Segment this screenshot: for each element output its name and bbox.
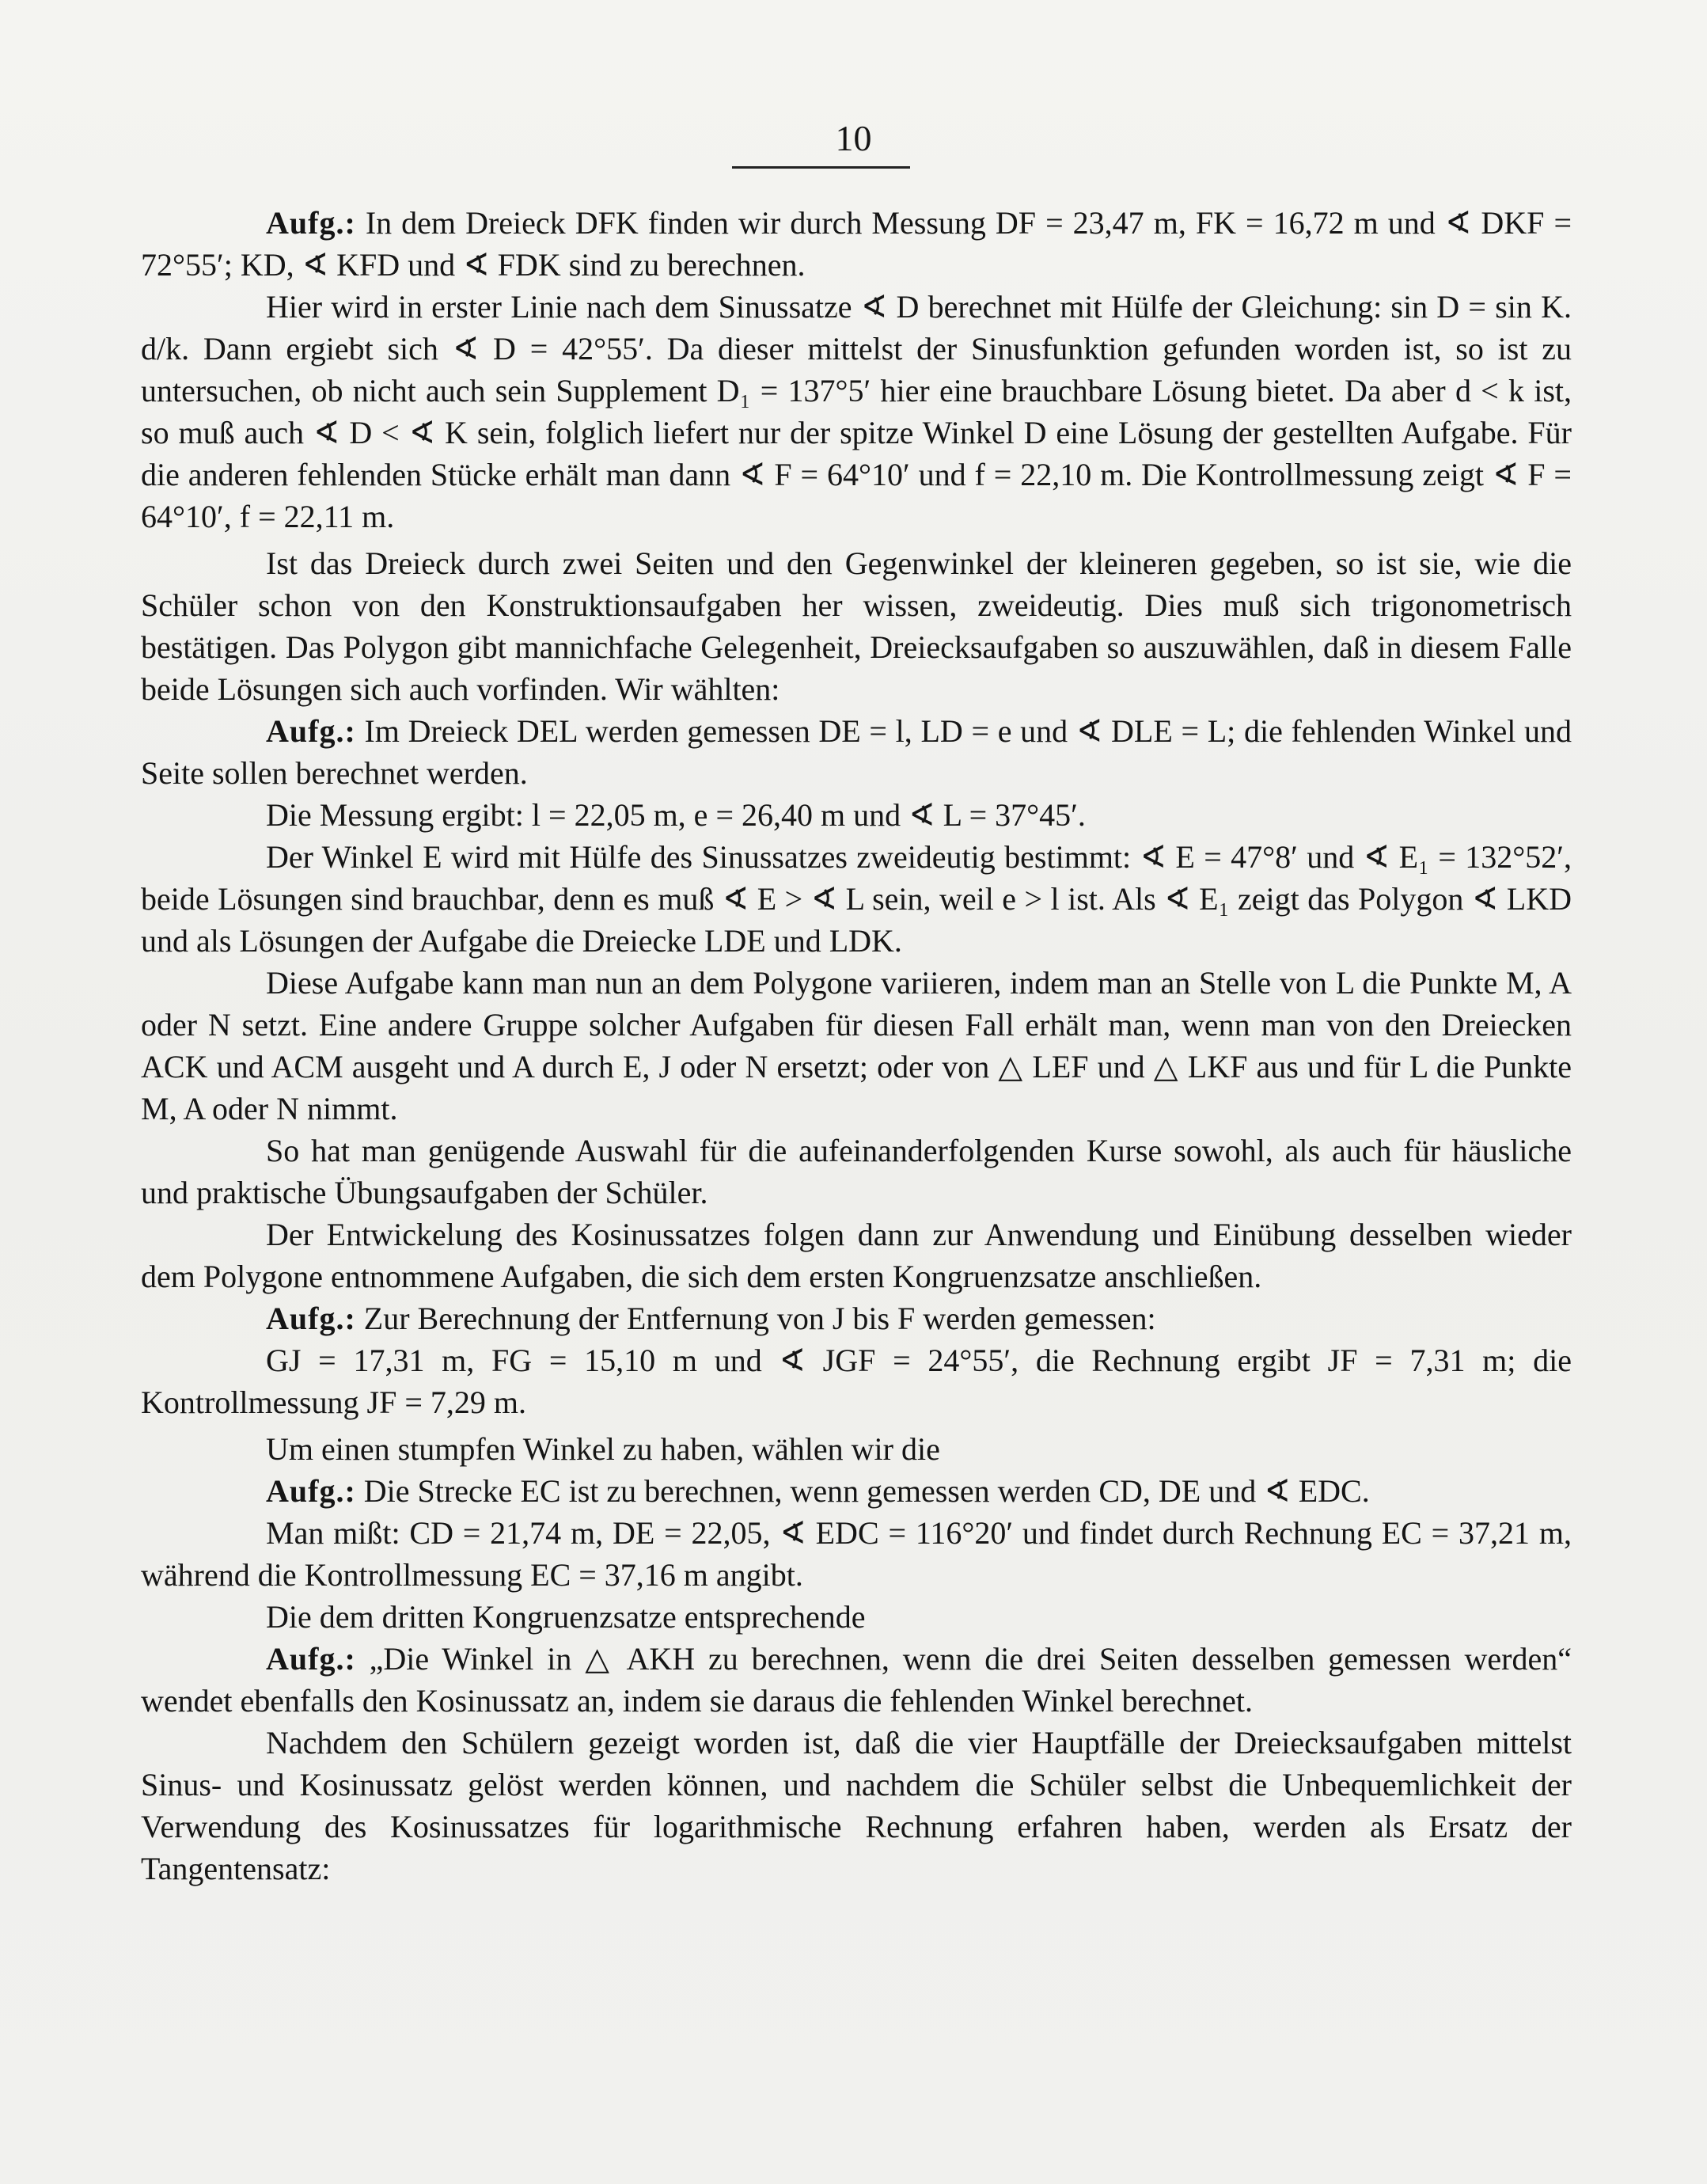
paragraph-text: Die Messung ergibt: l = 22,05 m, e = 26,40 m und ∢ L = 37°45′. [266,797,1086,833]
paragraph [141,1297,1572,1339]
paragraph-text: Nachdem den Schülern gezeigt worden ist, daß die vier Hauptfälle der Dreiecksaufgaben mittelst Sinus- und Kosinussatz gelöst werden können, und nachdem die Schüler selbst die Unbequemlichkeit der Verwendung des Kosinussatzes für logarithmische Rechnung erfahren haben, werden als Ersatz der Tangentensatz: [141,1725,1572,1886]
paragraph-text: Hier wird in erster Linie nach dem Sinussatze ∢ D berechnet mit Hülfe der Gleichung: sin D = sin K. d/k. Dann ergiebt sich ∢ D = 42°55′. Da dieser mittelst der Sinusfunktion gefunden worden ist, so ist zu untersuchen, ob nicht auch sein Supplement D₁ = 137°5′ hier eine brauchbare Lösung bietet. Da aber d < k ist, so muß auch ∢ D < ∢ K sein, folglich liefert nur der spitze Winkel D eine Lösung der gestellten Aufgabe. Für die anderen fehlenden Stücke erhält man dann ∢ F = 64°10′ und f = 22,10 m. Die Kontrollmessung zeigt ∢ F = 64°10′, f = 22,11 m. [141,289,1572,534]
task-label: Aufg.: [266,1641,356,1677]
paragraph [141,202,1572,286]
paragraph-text: Die dem dritten Kongruenzsatze entsprechende [266,1599,866,1635]
paragraph-text: Diese Aufgabe kann man nun an dem Polygone variieren, indem man an Stelle von L die Punkte M, A oder N setzt. Eine andere Gruppe solcher Aufgaben für diesen Fall erhält man, wenn man von den Dreiecken ACK und ACM ausgeht und A durch E, J oder N ersetzt; oder von △ LEF und △ LKF aus und für L die Punkte M, A oder N nimmt. [141,965,1572,1126]
paragraph-text: Die Strecke EC ist zu berechnen, wenn gemessen werden CD, DE und ∢ EDC. [355,1473,1370,1509]
paragraph-text: In dem Dreieck DFK finden wir durch Messung DF = 23,47 m, FK = 16,72 m und ∢ DKF = 72°55′; KD, ∢ KFD und ∢ FDK sind zu berechnen. [141,205,1572,283]
paragraph-text: Zur Berechnung der Entfernung von J bis F werden gemessen: [355,1301,1156,1336]
paragraph [141,1214,1572,1297]
paragraph [141,710,1572,794]
page-number: 10 [835,118,872,158]
paragraph [141,794,1572,836]
task-label: Aufg.: [266,1473,356,1509]
paragraph [141,1428,1572,1470]
paragraph-text: Um einen stumpfen Winkel zu haben, wählen wir die [266,1431,940,1467]
header-rule [732,166,910,169]
paragraph-text: Der Entwickelung des Kosinussatzes folgen dann zur Anwendung und Einübung desselben wieder dem Polygone entnommene Aufgaben, die sich dem ersten Kongruenzsatze anschließen. [141,1217,1572,1294]
body-text [141,202,1572,1890]
paragraph [141,1722,1572,1890]
paragraph [141,836,1572,962]
paragraph [141,1512,1572,1596]
paragraph-text: Im Dreieck DEL werden gemessen DE = l, LD = e und ∢ DLE = L; die fehlenden Winkel und Seite sollen berechnet werden. [141,713,1572,791]
task-label: Aufg.: [266,205,356,241]
paragraph-text: Der Winkel E wird mit Hülfe des Sinussatzes zweideutig bestimmt: ∢ E = 47°8′ und ∢ E₁ = 132°52′, beide Lösungen sind brauchbar, denn es muß ∢ E > ∢ L sein, weil e > l ist. Als ∢ E₁ zeigt das Polygon ∢ LKD und als Lösungen der Aufgabe die Dreiecke LDE und LDK. [141,839,1572,959]
paragraph [141,286,1572,537]
paragraph [141,1596,1572,1638]
paragraph [141,1339,1572,1423]
paragraph-text: GJ = 17,31 m, FG = 15,10 m und ∢ JGF = 24°55′, die Rechnung ergibt JF = 7,31 m; die Kontrollmessung JF = 7,29 m. [141,1343,1572,1420]
paragraph-text: „Die Winkel in △ AKH zu berechnen, wenn die drei Seiten desselben gemessen werden“ wendet ebenfalls den Kosinussatz an, indem sie daraus die fehlenden Winkel berechnet. [141,1641,1572,1719]
paragraph-text: Ist das Dreieck durch zwei Seiten und den Gegenwinkel der kleineren gegeben, so ist sie, wie die Schüler schon von den Konstruktionsaufgaben her wissen, zweideutig. Dies muß sich trigonometrisch bestätigen. Das Polygon gibt mannichfache Gelegenheit, Dreiecksaufgaben so auszuwählen, daß in diesem Falle beide Lösungen sich auch vorfinden. Wir wählten: [141,545,1572,707]
task-label: Aufg.: [266,1301,356,1336]
task-label: Aufg.: [266,713,356,749]
paragraph [141,962,1572,1130]
paragraph-text: So hat man genügende Auswahl für die aufeinanderfolgenden Kurse sowohl, als auch für häusliche und praktische Übungsaufgaben der Schüler. [141,1133,1572,1210]
paragraph [141,1638,1572,1722]
paragraph [141,1470,1572,1512]
paragraph [141,1130,1572,1214]
paragraph [141,542,1572,710]
paragraph-text: Man mißt: CD = 21,74 m, DE = 22,05, ∢ EDC = 116°20′ und findet durch Rechnung EC = 37,21 m, während die Kontrollmessung EC = 37,16 m angibt. [141,1515,1572,1593]
